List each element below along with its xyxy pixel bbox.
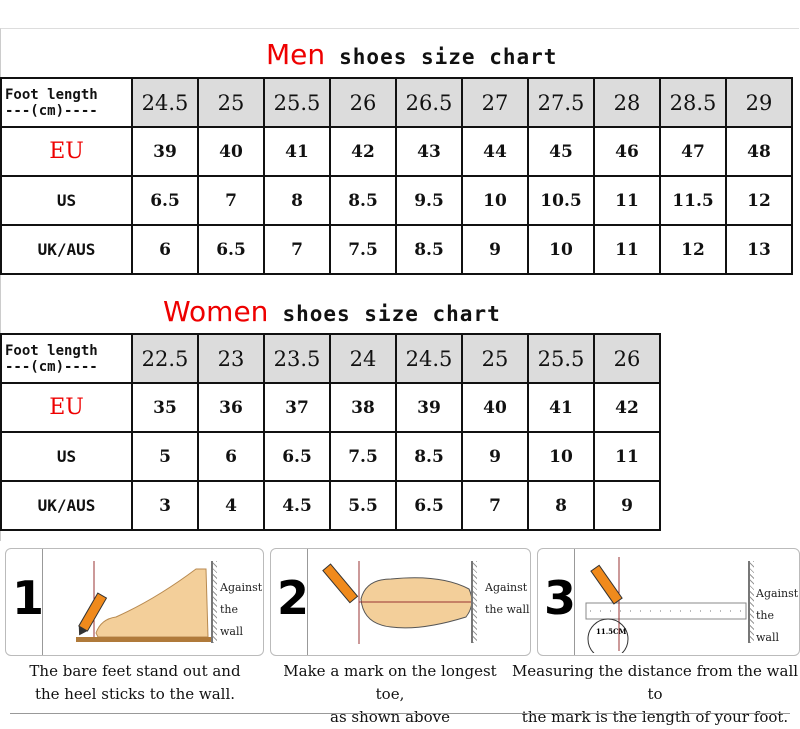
- foot-length-label: Foot length ---(cm)----: [1, 334, 132, 383]
- size-cell: 41: [528, 383, 594, 432]
- size-cell: 8.5: [396, 432, 462, 481]
- foot-side-illustration: [46, 559, 216, 649]
- size-cell: 6.5: [396, 481, 462, 530]
- size-cell: 4: [198, 481, 264, 530]
- foot-length-cell: 29: [726, 78, 792, 127]
- foot-length-cell: 27: [462, 78, 528, 127]
- size-cell: 13: [726, 225, 792, 274]
- size-cell: 40: [198, 127, 264, 176]
- step-2-caption: Make a mark on the longest toe, as shown above: [283, 662, 497, 726]
- size-cell: 7.5: [330, 225, 396, 274]
- measure-label: 11.5CM: [596, 627, 627, 636]
- foot-length-cell: 26.5: [396, 78, 462, 127]
- size-cell: 6.5: [198, 225, 264, 274]
- step-3-caption: Measuring the distance from the wall to the mark is the length of your foot.: [511, 662, 799, 726]
- size-row-us: [1, 176, 792, 225]
- size-cell: 4.5: [264, 481, 330, 530]
- step-1-panel: [5, 548, 264, 656]
- step-number: 3: [544, 571, 577, 625]
- wall-icon: [471, 561, 477, 643]
- size-cell: 3: [132, 481, 198, 530]
- size-cell: 9.5: [396, 176, 462, 225]
- divider: [10, 713, 790, 714]
- size-cell: 42: [594, 383, 660, 432]
- foot-length-cell: 24.5: [132, 78, 198, 127]
- wall-icon: [748, 561, 754, 643]
- foot-length-cell: 22.5: [132, 334, 198, 383]
- size-row-uk-aus: [1, 225, 792, 274]
- size-system-label: UK/AUS: [1, 481, 132, 530]
- size-cell: 5.5: [330, 481, 396, 530]
- foot-length-cell: 25.5: [528, 334, 594, 383]
- wall-icon: [211, 561, 217, 643]
- foot-length-label: Foot length ---(cm)----: [1, 78, 132, 127]
- size-cell: 39: [132, 127, 198, 176]
- foot-length-cell: 23: [198, 334, 264, 383]
- size-cell: 8.5: [330, 176, 396, 225]
- size-cell: 11: [594, 176, 660, 225]
- foot-length-cell: 25: [198, 78, 264, 127]
- size-cell: 6: [132, 225, 198, 274]
- size-cell: 8: [528, 481, 594, 530]
- size-cell: 35: [132, 383, 198, 432]
- women-title-rest: shoes size chart: [282, 302, 501, 326]
- step-number: 1: [12, 571, 45, 625]
- size-cell: 10: [528, 432, 594, 481]
- step-3-panel: [537, 548, 800, 656]
- size-cell: 9: [594, 481, 660, 530]
- foot-length-cell: 24: [330, 334, 396, 383]
- size-cell: 48: [726, 127, 792, 176]
- size-cell: 6.5: [264, 432, 330, 481]
- size-cell: 7.5: [330, 432, 396, 481]
- size-cell: 10: [528, 225, 594, 274]
- size-row-us: [1, 432, 660, 481]
- size-system-label: US: [1, 176, 132, 225]
- size-cell: 47: [660, 127, 726, 176]
- size-row-uk-aus: [1, 481, 660, 530]
- foot-length-cell: 25.5: [264, 78, 330, 127]
- women-size-table: [0, 333, 661, 531]
- size-cell: 45: [528, 127, 594, 176]
- size-cell: 10.5: [528, 176, 594, 225]
- size-cell: 44: [462, 127, 528, 176]
- size-row-eu: [1, 383, 660, 432]
- foot-length-row: [1, 334, 660, 383]
- foot-length-cell: 25: [462, 334, 528, 383]
- size-cell: 36: [198, 383, 264, 432]
- men-chart-title: [266, 38, 557, 71]
- size-cell: 39: [396, 383, 462, 432]
- step-1-caption: The bare feet stand out and the heel sticks to the wall.: [29, 662, 241, 703]
- foot-length-row: [1, 78, 792, 127]
- size-row-eu: [1, 127, 792, 176]
- size-cell: 12: [660, 225, 726, 274]
- size-cell: 43: [396, 127, 462, 176]
- women-chart-title: [163, 295, 501, 328]
- size-cell: 11: [594, 225, 660, 274]
- size-system-label: UK/AUS: [1, 225, 132, 274]
- size-cell: 11.5: [660, 176, 726, 225]
- step-number: 2: [277, 571, 310, 625]
- foot-length-cell: 26: [330, 78, 396, 127]
- men-title-red: Men: [266, 38, 326, 71]
- size-cell: 9: [462, 225, 528, 274]
- size-cell: 11: [594, 432, 660, 481]
- size-cell: 42: [330, 127, 396, 176]
- size-system-label: EU: [1, 127, 132, 176]
- size-cell: 7: [198, 176, 264, 225]
- women-title-red: Women: [163, 295, 269, 328]
- foot-length-cell: 28: [594, 78, 660, 127]
- size-cell: 6: [198, 432, 264, 481]
- size-cell: 37: [264, 383, 330, 432]
- size-cell: 10: [462, 176, 528, 225]
- foot-top-illustration: [311, 559, 471, 649]
- size-system-label: EU: [1, 383, 132, 432]
- foot-length-cell: 26: [594, 334, 660, 383]
- size-cell: 7: [264, 225, 330, 274]
- against-wall-label: Against the wall: [485, 581, 530, 616]
- against-wall-label: Against the wall: [756, 587, 799, 644]
- foot-length-cell: 27.5: [528, 78, 594, 127]
- size-cell: 12: [726, 176, 792, 225]
- size-cell: 46: [594, 127, 660, 176]
- size-cell: 8.5: [396, 225, 462, 274]
- foot-length-cell: 23.5: [264, 334, 330, 383]
- size-system-label: US: [1, 432, 132, 481]
- against-wall-label: Against the wall: [220, 581, 263, 638]
- ruler-illustration: [578, 553, 758, 653]
- size-cell: 38: [330, 383, 396, 432]
- foot-length-cell: 28.5: [660, 78, 726, 127]
- step-2-panel: [270, 548, 531, 656]
- size-cell: 6.5: [132, 176, 198, 225]
- size-cell: 5: [132, 432, 198, 481]
- foot-length-cell: 24.5: [396, 334, 462, 383]
- size-cell: 9: [462, 432, 528, 481]
- size-cell: 40: [462, 383, 528, 432]
- size-cell: 7: [462, 481, 528, 530]
- men-size-table: [0, 77, 793, 275]
- men-title-rest: shoes size chart: [339, 45, 558, 69]
- size-cell: 41: [264, 127, 330, 176]
- size-cell: 8: [264, 176, 330, 225]
